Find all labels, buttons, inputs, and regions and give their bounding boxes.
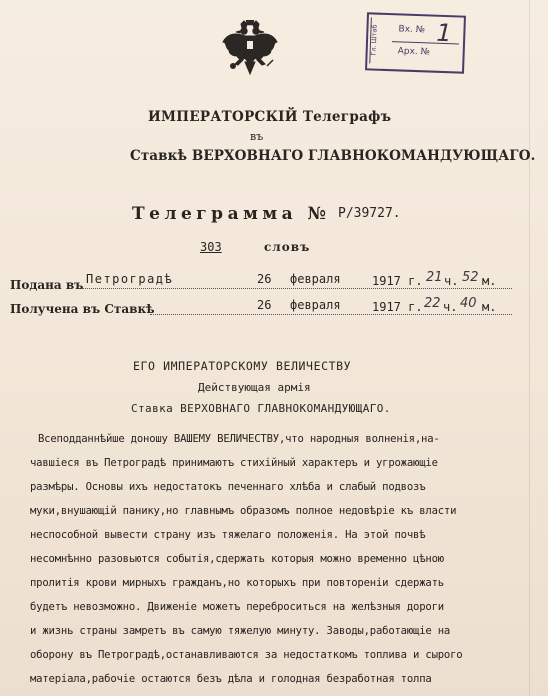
received-hour: 22 bbox=[424, 296, 441, 311]
submitted-place: Петроградѣ bbox=[86, 272, 174, 286]
submitted-label: Подана въ bbox=[10, 278, 84, 292]
telegram-label: Телеграмма № bbox=[132, 204, 331, 224]
submitted-minutes: 52 bbox=[462, 270, 479, 285]
paper-fold bbox=[529, 0, 530, 696]
submitted-hour: 21 bbox=[426, 270, 443, 285]
submitted-min-suffix: м. bbox=[482, 274, 497, 288]
imperial-eagle-icon bbox=[221, 20, 279, 82]
received-day: 26 bbox=[257, 298, 272, 312]
body-line: и жизнь страны замретъ въ самую тяжелую минуту. Заводы,работающіе на bbox=[30, 625, 451, 637]
submitted-day: 26 bbox=[257, 272, 272, 286]
submitted-dotted-line bbox=[82, 288, 512, 289]
word-count: 303 bbox=[200, 240, 222, 254]
received-minutes: 40 bbox=[460, 296, 477, 311]
body-line: будетъ невозможно. Движеніе можетъ переброситься на желѣзныя дороги bbox=[30, 601, 444, 613]
telegram-number: Р/39727. bbox=[338, 206, 401, 221]
body-line: матеріала,рабочіе остаются безъ дѣла и голодная безработная толпа bbox=[30, 673, 432, 685]
word-count-label: словъ bbox=[264, 240, 311, 254]
received-label: Получена въ Ставкѣ bbox=[10, 302, 155, 316]
body-line: неспособной вывести страну изъ тяжелаго положенія. На этой почвѣ bbox=[30, 529, 426, 541]
body-line: пролитія крови мирныхъ гражданъ,но которыхъ при повтореніи сдержать bbox=[30, 577, 444, 589]
body-line: Всеподданнѣйше доношу ВАШЕМУ ВЕЛИЧЕСТВУ,что народныя волненія,на- bbox=[38, 433, 440, 445]
header-in: въ bbox=[250, 130, 264, 143]
stamp-incoming-label: Вх. № bbox=[398, 24, 426, 36]
submitted-year: 1917 г. bbox=[372, 274, 423, 288]
address-recipient: ЕГО ИМПЕРАТОРСКОМУ ВЕЛИЧЕСТВУ bbox=[133, 359, 352, 373]
received-month: февраля bbox=[290, 298, 341, 312]
received-min-suffix: м. bbox=[482, 300, 497, 314]
header-telegraph: ИМПЕРАТОРСКІЙ Телеграфъ bbox=[148, 109, 392, 125]
stamp-side-text: Гл. Штаб bbox=[369, 17, 392, 64]
received-dotted-line bbox=[150, 314, 512, 315]
stamp-archive-label: Арх. № bbox=[397, 46, 431, 58]
stamp-handwritten-mark: 1 bbox=[435, 18, 453, 48]
registration-stamp bbox=[365, 12, 466, 73]
submitted-hour-suffix: ч. bbox=[444, 274, 459, 288]
body-line: оборону въ Петроградѣ,останавливаются за недостаткомъ топлива и сырого bbox=[30, 649, 463, 661]
body-line: муки,внушающій панику,но главнымъ образомъ полное недовѣріе къ власти bbox=[30, 505, 457, 517]
received-hour-suffix: ч. bbox=[443, 300, 458, 314]
received-year: 1917 г. bbox=[372, 300, 423, 314]
address-stavka: Ставка ВЕРХОВНАГО ГЛАВНОКОМАНДУЮЩАГО. bbox=[131, 402, 391, 415]
address-army: Действующая армія bbox=[198, 381, 311, 394]
submitted-month: февраля bbox=[290, 272, 341, 286]
body-line: чавшіеся въ Петроградѣ принимаютъ стихійный характеръ и угрожающіе bbox=[30, 457, 438, 469]
header-stavka: Ставкѣ ВЕРХОВНАГО ГЛАВНОКОМАНДУЮЩАГО. bbox=[130, 148, 536, 164]
body-line: размѣры. Основы ихъ недостатокъ печеннаго хлѣба и слабый подвозъ bbox=[30, 481, 426, 493]
body-line: несомнѣнно разовьются событія,сдержать которыя можно временно цѣною bbox=[30, 553, 444, 565]
